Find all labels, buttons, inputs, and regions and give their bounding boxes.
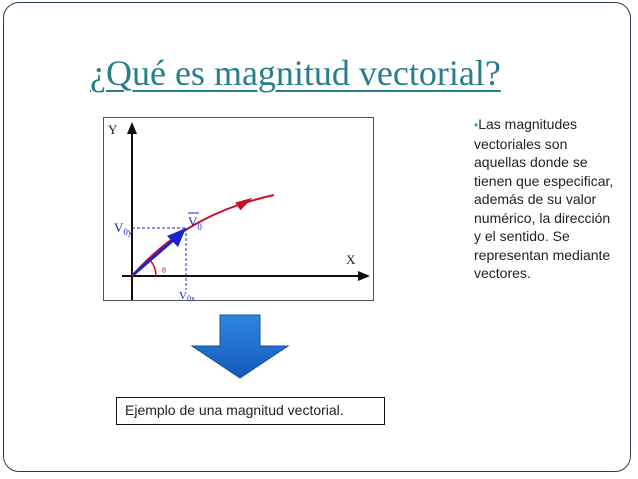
arrow-down-icon xyxy=(190,314,290,385)
bullet-body: Las magnitudes vectoriales son aquellas donde se tienen que especificar, además de su valor numérico, la dirección y el sentido. Se representan mediante vectores. xyxy=(474,116,614,281)
v0-label xyxy=(188,214,202,232)
bullet-marker: • xyxy=(474,118,479,132)
x-axis-arrowhead xyxy=(358,271,370,281)
v0-letter: V xyxy=(188,214,198,229)
v0-vector xyxy=(134,236,178,274)
angle-arc xyxy=(150,260,156,276)
slide-title: ¿Qué es magnitud vectorial? xyxy=(90,53,501,93)
v0x-label xyxy=(179,290,195,302)
v0x-subscript: 0x xyxy=(186,294,195,302)
y-axis-label: Y xyxy=(108,122,118,137)
vector-diagram xyxy=(104,118,375,302)
v0y-label xyxy=(114,220,133,237)
bullet-text xyxy=(474,115,614,283)
v0y-letter: V xyxy=(114,220,124,235)
v0x-letter: V xyxy=(179,290,187,302)
x-axis-label: X xyxy=(346,252,356,267)
v0-subscript: 0 xyxy=(197,222,202,232)
angle-label: θ xyxy=(162,266,166,275)
v0y-subscript: 0y xyxy=(123,227,133,237)
y-axis-arrowhead xyxy=(127,122,137,134)
vector-figure xyxy=(103,117,374,301)
figure-caption: Ejemplo de una magnitud vectorial. xyxy=(116,397,385,425)
page-number-mark: · xyxy=(609,459,612,469)
